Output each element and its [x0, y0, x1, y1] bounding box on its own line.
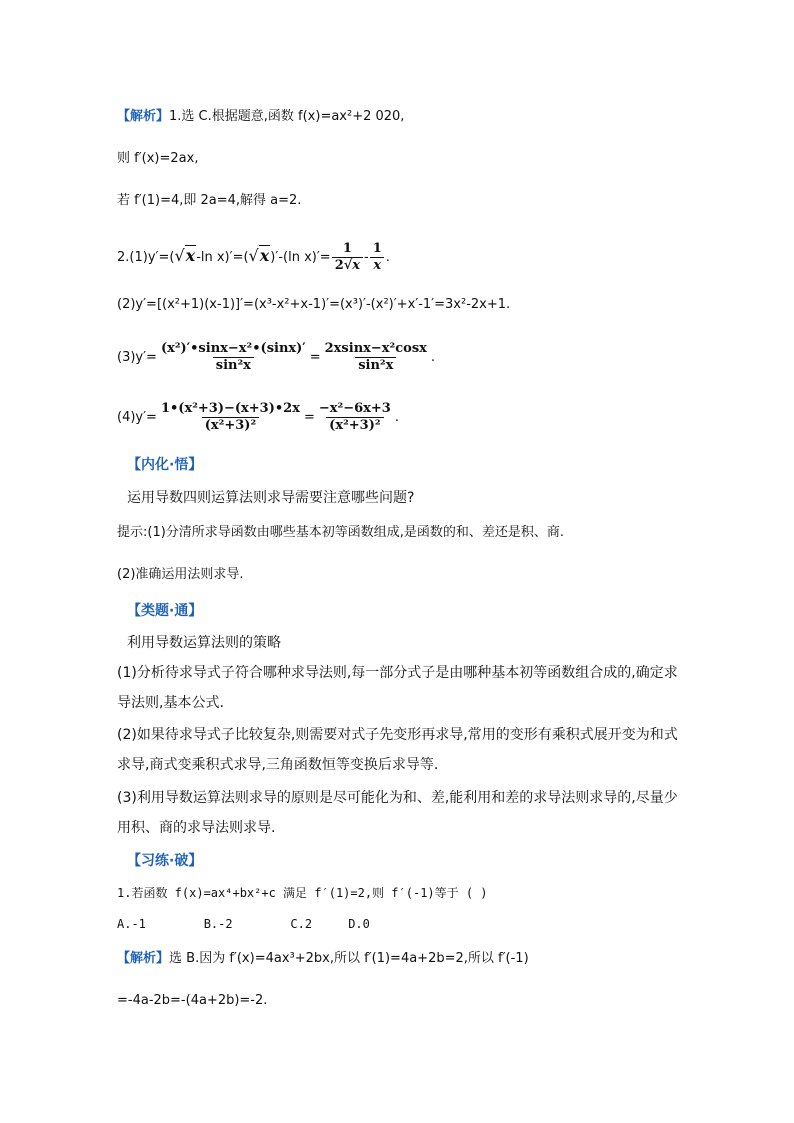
practice-question-1: 1.若函数 f(x)=ax⁴+bx²+c 满足 f′(1)=2,则 f′(-1)等于 ( ): [117, 886, 488, 900]
q2-part-2: (2)y′=[(x²+1)(x-1)]′=(x³-x²+x-1)′=(x³)′-(x²)′+x′-1′=3x²-2x+1.: [117, 297, 511, 312]
sqrt-x: √x: [174, 246, 196, 265]
category-item-3: (3)利用导数运算法则求导的原则是尽可能化为和、差,能利用和差的求导法则求导的,尽量少用积、商的求导法则求导.: [117, 790, 678, 836]
q2-part-1: 2.(1)y′=(√x-ln x)′=(√x)′-(ln x)′= $\frac{1}{2√x}$ - $\frac{1}{x}$ .: [117, 241, 390, 273]
sqrt-x-2: √x: [248, 246, 270, 265]
q2-p4-dot: .: [394, 410, 399, 425]
internalize-question: 运用导数四则运算法则求导需要注意哪些问题?: [127, 490, 415, 506]
frac-num-2: −x²−6x+3: [318, 401, 391, 416]
sqrt-radicand: x: [185, 246, 196, 265]
frac-num-2: 1: [372, 241, 382, 256]
practice-answer-line-1: [117, 950, 529, 968]
q2-p1-mid2: )′-(ln x)′=: [270, 250, 331, 265]
practice-options: A.-1 B.-2 C.2 D.0: [117, 917, 370, 931]
hint-1: 提示:(1)分清所求导函数由哪些基本初等函数组成,是函数的和、差还是积、商.: [117, 525, 565, 540]
frac-den-2: (x²+3)²: [326, 417, 383, 434]
answer-tag: 【解析】: [117, 951, 170, 966]
frac-den-2: x: [370, 257, 384, 274]
analysis-tag: 【解析】: [117, 109, 170, 124]
category-item-1: (1)分析待求导式子符合哪种求导法则,每一部分式子是由哪种基本初等函数组合成的,确定求导法则,基本公式.: [117, 665, 678, 711]
sqrt-radicand-2: x: [259, 246, 270, 265]
analysis-1-text: 1.选 C.根据题意,函数 f(x)=ax²+2 020,: [169, 109, 405, 124]
q2-p1-dot: .: [385, 250, 390, 265]
frac-den: sin²x: [213, 357, 254, 374]
frac-den: (x²+3)²: [202, 417, 259, 434]
category-title: 利用导数运算法则的策略: [127, 635, 281, 651]
q2-part-4: (4)y′= $\frac{\text{1•(x²+3)−(x+3)•2x}}{\text{(x²+3)²}}$ = $\frac{\text{−x²−6x+3}}{\text{(x²+3)²}}$ .: [117, 401, 399, 433]
answer-text-1: 选 B.因为 f′(x)=4ax³+2bx,所以 f′(1)=4a+2b=2,所以 f′(-1): [169, 951, 529, 966]
frac-den-radicand: x: [352, 258, 361, 273]
fraction-quotient-rule: [158, 341, 309, 374]
q2-p3-prefix: (3)y′=: [117, 350, 157, 365]
category-item-2: (2)如果待求导式子比较复杂,则需要对式子先变形再求导,常用的变形有乘积式展开变为和式求导,商式变乘积式求导,三角函数恒等变换后求导等.: [117, 727, 678, 773]
practice-tag: 【习练·破】: [127, 853, 203, 869]
frac-den-2: sin²x: [355, 357, 396, 374]
analysis-1-line-2: 则 f′(x)=2ax,: [117, 151, 199, 166]
frac-den: 2√x: [332, 257, 363, 274]
frac-num-2: 2xsinx−x²cosx: [324, 341, 427, 356]
category-tag: 【类题·通】: [127, 603, 203, 619]
q2-p1-mid1: -ln x)′=(: [196, 250, 249, 265]
fraction-result: [322, 341, 430, 374]
internalize-tag: 【内化·悟】: [127, 457, 203, 473]
fraction-quotient-rule-2: [158, 401, 303, 434]
fraction-result-2: [316, 401, 394, 434]
q2-part-3: (3)y′= $\frac{\text{(x²)′•sinx−x²•(sinx)′}}{\text{sin²x}}$ = $\frac{\text{2xsinx−x²cosx}}{\text{sin²x}}$ .: [117, 341, 436, 373]
frac-num: 1•(x²+3)−(x+3)•2x: [160, 401, 300, 416]
frac-num: 1: [342, 241, 352, 256]
q2-p4-prefix: (4)y′=: [117, 410, 157, 425]
q2-p1-prefix: 2.(1)y′=(: [117, 250, 175, 265]
practice-answer-line-2: =-4a-2b=-(4a+2b)=-2.: [117, 993, 268, 1008]
hint-2: (2)准确运用法则求导.: [117, 567, 244, 582]
q2-p3-dot: .: [430, 350, 436, 365]
analysis-1-line-1: [117, 108, 404, 126]
analysis-1-line-3: 若 f′(1)=4,即 2a=4,解得 a=2.: [117, 193, 302, 208]
fraction-1-over-x: [370, 241, 385, 274]
frac-num: (x²)′•sinx−x²•(sinx)′: [160, 341, 306, 356]
frac-den-prefix: 2: [334, 258, 344, 273]
fraction-1-over-2sqrtx: [332, 241, 363, 274]
